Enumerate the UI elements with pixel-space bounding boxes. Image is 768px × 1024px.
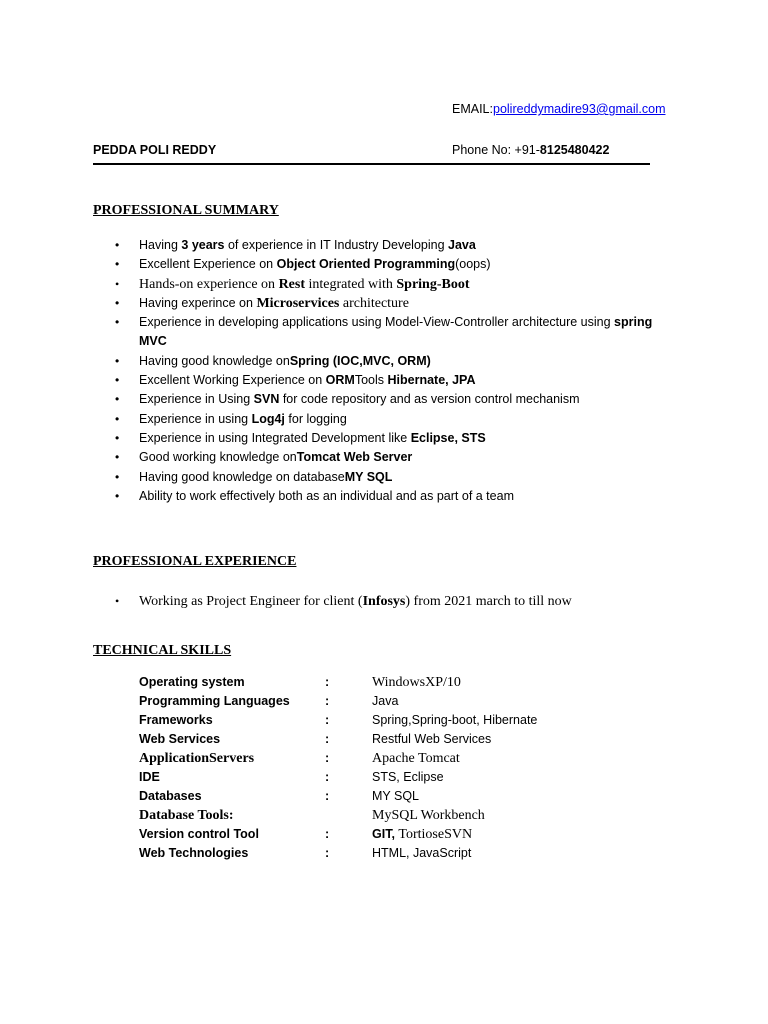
skill-value: MySQL Workbench — [372, 808, 485, 823]
list-item — [93, 592, 683, 611]
bullet-icon: • — [115, 276, 120, 291]
skill-value: STS, Eclipse — [372, 770, 444, 784]
bold-text: MVC — [139, 334, 167, 349]
bold-text: Hibernate, JPA — [387, 373, 476, 388]
bold-text: Infosys — [362, 594, 406, 609]
experience-list — [93, 592, 683, 611]
skills-heading: TECHNICAL SKILLS — [93, 643, 232, 658]
bold-text: Rest — [278, 276, 305, 292]
text: TortioseSVN — [398, 827, 473, 842]
phone-line — [452, 143, 609, 157]
skill-value: MY SQL — [372, 789, 420, 803]
skill-label: Operating system — [139, 675, 245, 689]
skill-value — [372, 827, 472, 843]
bullet-icon: • — [115, 353, 120, 368]
skill-colon: : — [325, 713, 330, 727]
bold-text: Microservices — [256, 295, 340, 311]
bullet-icon: • — [115, 430, 120, 445]
skill-colon: : — [325, 751, 330, 765]
list-item — [93, 313, 683, 352]
text: Experience in using — [139, 411, 252, 426]
skill-colon: : — [325, 732, 330, 746]
skill-label: Databases — [139, 789, 202, 803]
bold-text: spring — [614, 315, 653, 330]
list-item — [93, 390, 683, 409]
bold-text: Log4j — [251, 411, 285, 426]
text: for code repository and as version control mechanism — [279, 392, 580, 407]
bold-text: Object Oriented Programming — [276, 257, 456, 272]
skill-colon: : — [325, 827, 330, 841]
text: Experience in developing applications using Model-View-Controller architecture using — [139, 315, 615, 330]
text: Good working knowledge on — [139, 450, 297, 465]
skill-label: Database Tools: — [139, 808, 234, 823]
text: Tools — [354, 373, 388, 388]
skill-label: Frameworks — [139, 713, 213, 727]
bold-text: SVN — [253, 392, 280, 407]
skill-colon: : — [325, 846, 330, 860]
list-item — [93, 255, 683, 274]
summary-heading: PROFESSIONAL SUMMARY — [93, 203, 279, 218]
skill-value: Restful Web Services — [372, 732, 492, 746]
phone-number: 8125480422 — [539, 143, 610, 157]
bullet-icon: • — [115, 411, 120, 426]
skill-value: Spring,Spring-boot, Hibernate — [372, 713, 538, 727]
skill-value: Apache Tomcat — [372, 751, 460, 766]
list-item — [93, 448, 683, 467]
text: for logging — [284, 411, 347, 426]
bold-text: ORM — [325, 373, 355, 388]
bullet-icon: • — [115, 488, 120, 503]
text: Having good knowledge on database — [139, 469, 345, 484]
header-divider — [93, 163, 650, 165]
email-label: EMAIL: — [452, 102, 493, 116]
bold-text: MY SQL — [344, 469, 393, 484]
list-item — [93, 468, 683, 487]
text: Ability to work effectively both as an individual and as part of a team — [139, 488, 514, 503]
bold-text: GIT, — [372, 827, 399, 841]
skill-colon: : — [325, 789, 330, 803]
skill-value: Java — [372, 694, 399, 708]
summary-list — [93, 236, 683, 506]
email-line — [452, 102, 666, 116]
text: Excellent Experience on — [139, 257, 277, 272]
bullet-icon: • — [115, 315, 120, 330]
text: Having — [139, 238, 182, 252]
bold-text: Spring (IOC,MVC, ORM) — [289, 353, 431, 368]
skill-label: Web Technologies — [139, 846, 249, 860]
text: ) from 2021 march to till now — [405, 594, 572, 609]
list-item — [93, 294, 683, 313]
skill-label: ApplicationServers — [139, 751, 255, 766]
text: Experience in Using — [139, 392, 254, 407]
text: Hands-on experience on — [139, 276, 279, 292]
text: architecture — [339, 295, 409, 311]
skill-colon: : — [325, 770, 330, 784]
skill-value: WindowsXP/10 — [372, 675, 461, 690]
list-item — [93, 352, 683, 371]
bullet-icon: • — [115, 392, 120, 407]
list-item — [93, 429, 683, 448]
bullet-icon: • — [115, 295, 120, 310]
text: integrated with — [305, 276, 397, 292]
skill-colon: : — [325, 694, 330, 708]
list-item — [93, 410, 683, 429]
bullet-icon: • — [115, 257, 120, 272]
skill-colon: : — [325, 675, 330, 689]
list-item — [93, 487, 683, 506]
bold-text: 3 years — [181, 238, 225, 252]
bullet-icon: • — [115, 238, 120, 252]
phone-label: Phone No: +91- — [452, 143, 540, 157]
candidate-name: PEDDA POLI REDDY — [93, 143, 217, 157]
text: Having experince on — [139, 295, 257, 310]
list-item — [93, 371, 683, 390]
skill-label: IDE — [139, 770, 160, 784]
skill-label: Version control Tool — [139, 827, 259, 841]
bold-text: Tomcat Web Server — [296, 450, 413, 465]
list-item — [93, 275, 683, 294]
bullet-icon: • — [115, 450, 120, 465]
list-item — [93, 236, 683, 255]
text: Having good knowledge on — [139, 353, 290, 368]
text: of experience in IT Industry Developing — [224, 238, 449, 252]
skill-label: Programming Languages — [139, 694, 290, 708]
bold-text: Java — [448, 238, 476, 252]
text: Working as Project Engineer for client ( — [139, 594, 363, 609]
bullet-icon: • — [115, 469, 120, 484]
text: (oops) — [455, 257, 491, 272]
experience-heading: PROFESSIONAL EXPERIENCE — [93, 554, 297, 569]
text: Excellent Working Experience on — [139, 373, 326, 388]
skill-value: HTML, JavaScript — [372, 846, 472, 860]
bullet-icon: • — [115, 373, 120, 388]
text: Experience in using Integrated Development like — [139, 430, 411, 445]
email-link[interactable]: polireddymadire93@gmail.com — [493, 102, 666, 116]
skill-label: Web Services — [139, 732, 221, 746]
bullet-icon: • — [115, 594, 120, 608]
bold-text: Eclipse, STS — [410, 430, 486, 445]
bold-text: Spring-Boot — [396, 276, 470, 292]
